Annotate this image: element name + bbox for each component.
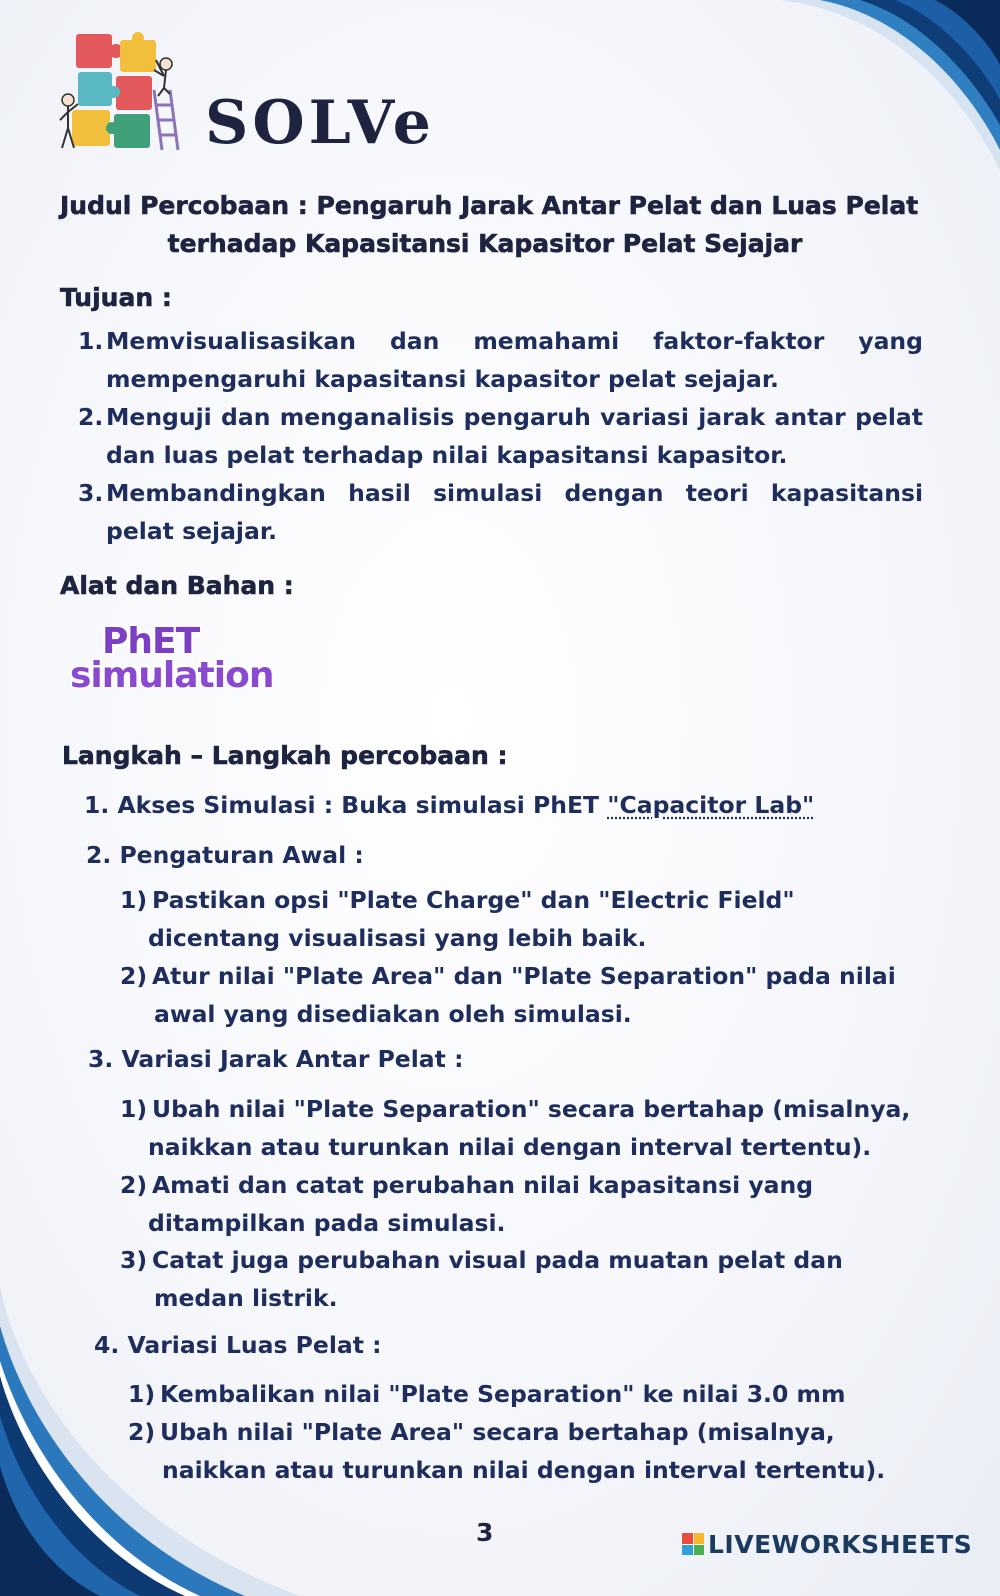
langkah-heading: Langkah – Langkah percobaan : [62, 741, 508, 770]
liveworksheets-logo[interactable] [682, 1527, 972, 1561]
page-number: 3 [476, 1518, 494, 1547]
capacitor-lab-link[interactable]: "Capacitor Lab" [607, 791, 815, 819]
tujuan-item [78, 322, 923, 398]
sub-number: 1) [120, 1095, 148, 1123]
sub-number: 3) [120, 1246, 148, 1274]
sub-line-1: Kembalikan nilai "Plate Separation" ke nilai 3.0 mm [160, 1380, 846, 1408]
sub-line-1: Pastikan opsi "Plate Charge" dan "Electric Field" [152, 886, 795, 914]
sub-number: 1) [120, 886, 148, 914]
sub-number: 2) [120, 1171, 148, 1199]
step-3-sub-3 [120, 1241, 843, 1317]
step-3-sub-1 [120, 1090, 910, 1166]
tujuan-item-text: Membandingkan hasil simulasi dengan teori kapasitansi pelat sejajar. [106, 479, 923, 545]
sub-line-1: Ubah nilai "Plate Separation" secara bertahap (misalnya, [152, 1095, 911, 1123]
experiment-title-line-2: terhadap Kapasitansi Kapasitor Pelat Sejajar [167, 229, 803, 258]
sub-number: 1) [128, 1380, 156, 1408]
step-3-sub-2 [120, 1166, 813, 1242]
tujuan-item [78, 474, 923, 550]
phet-logo[interactable] [70, 621, 274, 697]
sub-line-1: Atur nilai "Plate Area" dan "Plate Separation" pada nilai [152, 962, 896, 990]
experiment-title-line-1: Judul Percobaan : Pengaruh Jarak Antar Pelat dan Luas Pelat [60, 191, 919, 220]
tujuan-item-number: 2. [78, 403, 104, 431]
sub-line-1: Ubah nilai "Plate Area" secara bertahap (misalnya, [160, 1418, 835, 1446]
tujuan-heading: Tujuan : [60, 283, 172, 312]
tujuan-item-text: Menguji dan menganalisis pengaruh variasi jarak antar pelat dan luas pelat terhadap nilai kapasitansi kapasitor. [106, 403, 923, 469]
tujuan-list [78, 322, 923, 550]
experiment-title [60, 187, 919, 263]
alat-heading: Alat dan Bahan : [60, 571, 294, 600]
step-2-sub-2 [120, 957, 896, 1033]
tujuan-item-text: Memvisualisasikan dan memahami faktor-faktor yang mempengaruhi kapasitansi kapasitor pelat sejajar. [106, 327, 923, 393]
header-logo [58, 30, 458, 160]
step-1-label: 1. Akses Simulasi : Buka simulasi PhET [84, 791, 608, 819]
phet-logo-top: PhET [102, 621, 200, 662]
liveworksheets-brand: LIVEWORKSHEETS [708, 1529, 973, 1559]
tujuan-item [78, 398, 923, 474]
step-4-label: 4. Variasi Luas Pelat : [94, 1331, 382, 1359]
step-3-label: 3. Variasi Jarak Antar Pelat : [88, 1045, 464, 1073]
step-2-label: 2. Pengaturan Awal : [86, 841, 364, 869]
tujuan-item-number: 1. [78, 327, 104, 355]
step-2-sub-1 [120, 881, 795, 957]
sub-line-2: naikkan atau turunkan nilai dengan interval tertentu). [162, 1456, 886, 1484]
sub-line-2: dicentang visualisasi yang lebih baik. [148, 924, 647, 952]
app-title: SOLVe [205, 88, 435, 158]
sub-number: 2) [120, 962, 148, 990]
step-4-sub-2 [128, 1413, 885, 1489]
sub-line-1: Catat juga perubahan visual pada muatan pelat dan [152, 1246, 843, 1274]
step-4-sub-1 [128, 1375, 846, 1413]
sub-line-2: awal yang disediakan oleh simulasi. [154, 1000, 632, 1028]
puzzle-people-icon [58, 30, 188, 155]
phet-logo-bottom: simulation [70, 655, 274, 696]
sub-line-1: Amati dan catat perubahan nilai kapasitansi yang [152, 1171, 814, 1199]
liveworksheets-badge-icon [682, 1533, 704, 1555]
sub-number: 2) [128, 1418, 156, 1446]
sub-line-2: ditampilkan pada simulasi. [148, 1209, 506, 1237]
tujuan-item-number: 3. [78, 479, 104, 507]
step-1 [84, 786, 814, 824]
sub-line-2: naikkan atau turunkan nilai dengan interval tertentu). [148, 1133, 872, 1161]
sub-line-2: medan listrik. [154, 1284, 338, 1312]
